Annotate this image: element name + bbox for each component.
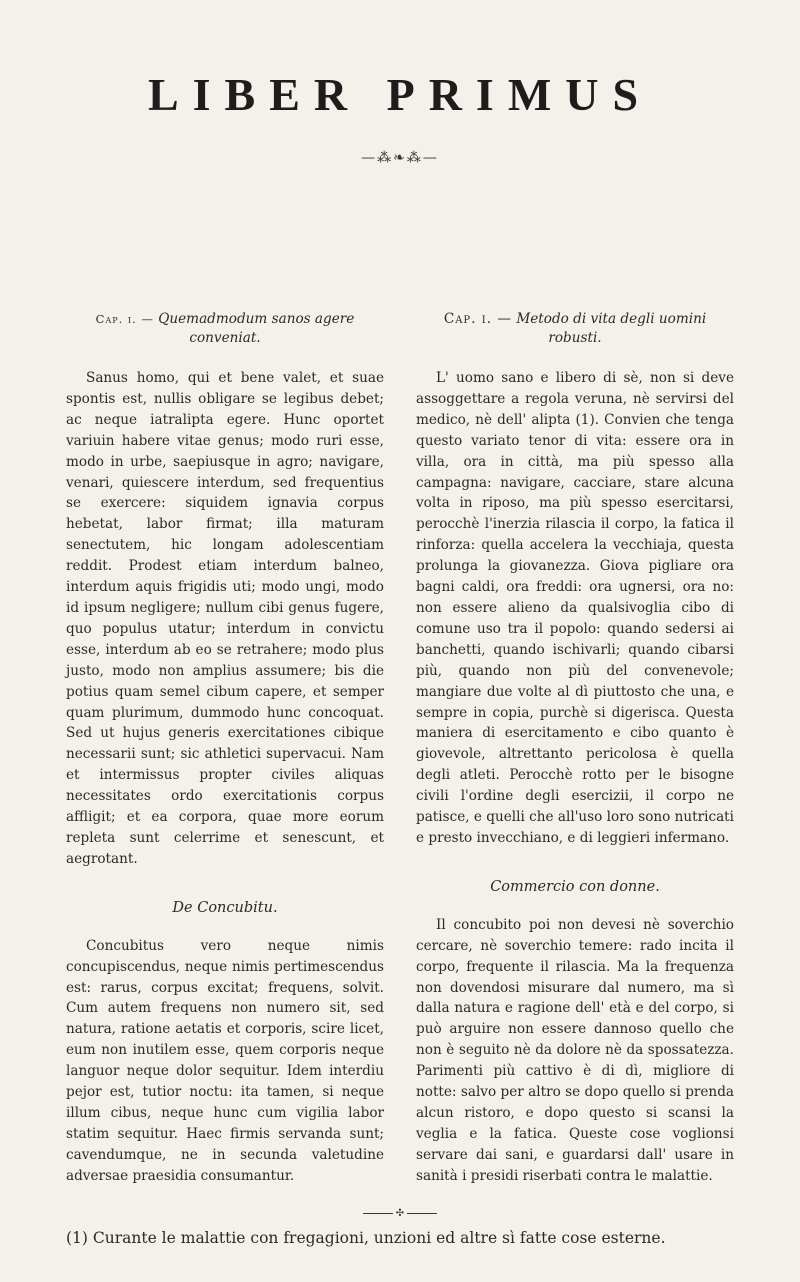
latin-chapter-title: Quemadmodum sanos agere conveniat. <box>158 311 355 346</box>
separator-line-right <box>407 1213 437 1214</box>
latin-section-title: De Concubitu. <box>172 899 278 916</box>
italian-section-title: Commercio con donne. <box>490 878 660 895</box>
italian-chapter-label: Cap. i. — <box>443 311 512 327</box>
italian-paragraph-2: Il concubito poi non devesi nè soverchio cercare, nè soverchio temere: rado incita il corpo, frequente il rilascia. Ma la frequenza non dovendosi misurare dal numero, ma sì dalla natura e ragione dell' età e del corpo, si può arguire non essere dannoso quello che non è seguito nè da dolore nè da spossatezza. Parimenti più cattivo è di dì, migliore di notte: salvo per altro se dopo quello si prenda alcun ristoro, e dopo questo si scansi la veglia e la fatica. Queste cose voglionsi servare dai sani, e guardarsi dall' usare in sanità i presidi riserbati contra le malattie. <box>416 916 734 1184</box>
footnote-separator <box>358 1208 442 1219</box>
latin-chapter-label: Cap. i. — <box>95 312 154 326</box>
italian-chapter-heading <box>416 310 734 348</box>
latin-column <box>66 310 384 1187</box>
separator-line-left <box>363 1213 393 1214</box>
italian-paragraph-1: L' uomo sano e libero di sè, non si deve assoggettare a regola veruna, nè servirsi del medico, nè dell' alipta (1). Convien che tenga questo variato tenor di vita: essere ora in villa, ora in città, ma più spesso alla campagna: navigare, cacciare, stare alcuna volta in riposo, ma più spesso esercitarsi, perocchè l'inerzia rilascia il corpo, la fatica il rinforza: quella accelera la vecchiaja, questa prolunga la giovanezza. Giova pigliare ora bagni caldi, ora freddi: ora ugnersi, ora no: non essere alieno da qualsivoglia cibo di comune uso tra il popolo: quando sedersi ai banchetti, quando ischivarli; quando cibarsi più, quando non più del convenevole; mangiare due volte al dì piuttosto che una, e sempre in copia, purchè si digerisca. Questa maniera di esercitamento e cibo quanto è giovevole, altrettanto pericolosa è quella degli atleti. Perocchè rotto per le bisogne civili l'ordine degli esercizii, il corpo ne patisce, e quelli che all'uso loro sono nutricati e presto invecchiano, e di leggieri infermano. <box>416 370 734 846</box>
ornament-divider: —⁂❧⁂— <box>361 150 439 166</box>
latin-chapter-heading <box>66 310 384 348</box>
separator-star-icon: ✣ <box>395 1208 405 1219</box>
italian-column <box>416 310 734 1187</box>
book-title: LIBER PRIMUS <box>147 69 653 120</box>
latin-paragraph-1: Sanus homo, qui et bene valet, et suae spontis est, nullis obligare se legibus debet; ac neque iatralipta egere. Hunc oportet variuin habere vitae genus; modo ruri esse, modo in urbe, saepiusque in agro; navigare, venari, quiescere interdum, sed frequentius se exercere: siquidem ignavia corpus hebetat, labor firmat; illa maturam senectutem, hic longam adolescentiam reddit. Prodest etiam interdum balneo, interdum aquis frigidis uti; modo ungi, modo id ipsum negligere; nullum cibi genus fugere, quo populus utatur; interdum in convictu esse, interdum ab eo se retrahere; modo plus justo, modo non amplius assumere; bis die potius quam semel cibum capere, et semper quam plurimum, dummodo hunc concoquat. Sed ut hujus generis exercitationes cibique necessarii sunt; sic athletici supervacui. Nam et intermissus propter civiles aliquas necessitates ordo exercitationis corpus affligit; et ea corpora, quae more eorum repleta sunt celerrime et senescunt, et aegrotant. <box>66 370 384 867</box>
footnote: (1) Curante le malattie con fregagioni, unzioni ed altre sì fatte cose esterne. <box>66 1229 666 1247</box>
latin-paragraph-2: Concubitus vero neque nimis concupiscendus, neque nimis pertimescendus est: rarus, corpus excitat; frequens, solvit. Cum autem frequens non numero sit, sed natura, ratione aetatis et corporis, scire licet, eum non inutilem esse, quem corporis neque languor neque dolor sequitur. Idem interdiu pejor est, tutior noctu: ita tamen, si neque illum cibus, neque hunc cum vigilia labor statim sequitur. Haec firmis servanda sunt; cavendumque, ne in secunda valetudine adversae praesidia consumantur. <box>66 937 384 1184</box>
italian-chapter-title: Metodo di vita degli uomini robusti. <box>516 311 707 346</box>
